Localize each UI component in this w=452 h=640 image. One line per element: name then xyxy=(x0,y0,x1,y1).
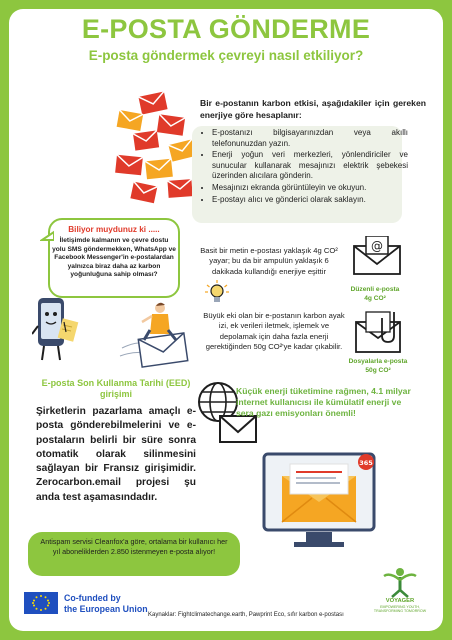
list-item: • E-postanızı bilgisayarınızdan veya akıllı telefonunuzdan yazın. xyxy=(212,128,408,149)
did-you-know-title: Biliyor muydunuz ki ..... xyxy=(68,225,160,234)
monitor-inbox-illustration xyxy=(260,450,378,554)
flying-envelope-illustration xyxy=(118,300,198,368)
lightbulb-icon xyxy=(205,280,229,306)
paperclip-email-icon xyxy=(354,308,404,354)
list-item: • Enerji yoğun veri merkezleri, yönlendiriciler ve sunucular kullanarak mesajınızı elektrik şebekesi üzerinden alıcılara gönderin. xyxy=(212,150,408,182)
voyager-name: VOYAGER xyxy=(385,598,415,604)
list-item: • E-postayı alıcı ve gönderici olarak saklayın. xyxy=(212,195,408,206)
basic-email-text: Basit bir metin e-postası yaklaşık 4g CO² yayar; bu da bir ampulün yaklaşık 6 dakikada kullandığı enerjiye eşittir xyxy=(200,246,338,276)
eed-title: E-posta Son Kullanma Tarihi (EED) girişimi xyxy=(41,378,191,399)
attachment-email-label-line1: Dosyalarla e-posta xyxy=(348,358,408,365)
intro-text: Bir e-postanın karbon etkisi, aşağıdakiler için gereken enerjiye göre hesaplanır: xyxy=(200,98,426,120)
basic-email-label-line1: Düzenli e-posta xyxy=(350,286,400,293)
attachment-email-text: Büyük eki olan bir e-postanın karbon ayak izi, ek verileri iletmek, işlemek ve depolamak için daha fazla enerji gerektiğinden 50g CO²'ye kadar çıkabilir. xyxy=(203,311,345,351)
voyager-logo xyxy=(380,564,420,598)
envelope-shape xyxy=(138,91,167,114)
eu-line2: the European Union xyxy=(64,604,148,614)
sources-text: Kaynaklar: Fightclimatechange.earth, Pawprint Eco, sıfır karbon e-postası xyxy=(148,612,344,618)
did-you-know-text: İletişimde kalmanın ve çevre dostu yolu SMS göndermekken, WhatsApp ve Facebook Messenger'in e-postalardan yalnızca biraz daha az karbon yoğunluğuna sahip olması? xyxy=(52,237,176,279)
spam-fact-text: Antispam servisi Cleanfox'a göre, ortalama bir kullanıcı her yıl aboneliklerden 2.850 istenmeyen e-posta alıyor! xyxy=(40,537,228,556)
phone-character-illustration xyxy=(32,296,84,364)
eu-line1: Co-funded by xyxy=(64,593,121,603)
eed-text: Şirketlerin pazarlama amaçlı e-posta gönderebilmelerini ve e-postaların belirli bir süre sonra otomatik olarak silinmesini sağlayan bir Fransız girişimidir. Zerocarbon.email projesi şu anda test aşamasındadır. xyxy=(36,406,196,503)
email-at-icon xyxy=(352,236,402,276)
basic-email-label xyxy=(340,285,410,303)
list-item: • Mesajınızı ekranda görüntüleyin ve okuyun. xyxy=(212,183,408,194)
page-subtitle: E-posta göndermek çevreyi nasıl etkiliyor? xyxy=(88,48,364,63)
basic-email-co2: 4g CO² xyxy=(364,295,386,302)
attachment-email-label xyxy=(342,357,414,375)
page-title: E-POSTA GÖNDERME xyxy=(81,14,371,44)
eu-flag-icon xyxy=(24,592,58,614)
attachment-email-co2: 50g CO² xyxy=(365,367,391,374)
inbox-count-badge: 365 xyxy=(359,459,373,467)
internet-users-stat: Küçük enerji tüketimine rağmen, 4.1 milyar internet kullanıcısı ile kümülatif enerji ve sera gazı emisyonları önemli! xyxy=(236,386,411,419)
svg-text:@: @ xyxy=(371,239,383,253)
voyager-tagline: EMPOWERING YOUTH, TRANSFORMING TOMORROW xyxy=(373,605,427,614)
email-pile-illustration xyxy=(112,90,202,208)
energy-steps-list xyxy=(200,128,408,206)
